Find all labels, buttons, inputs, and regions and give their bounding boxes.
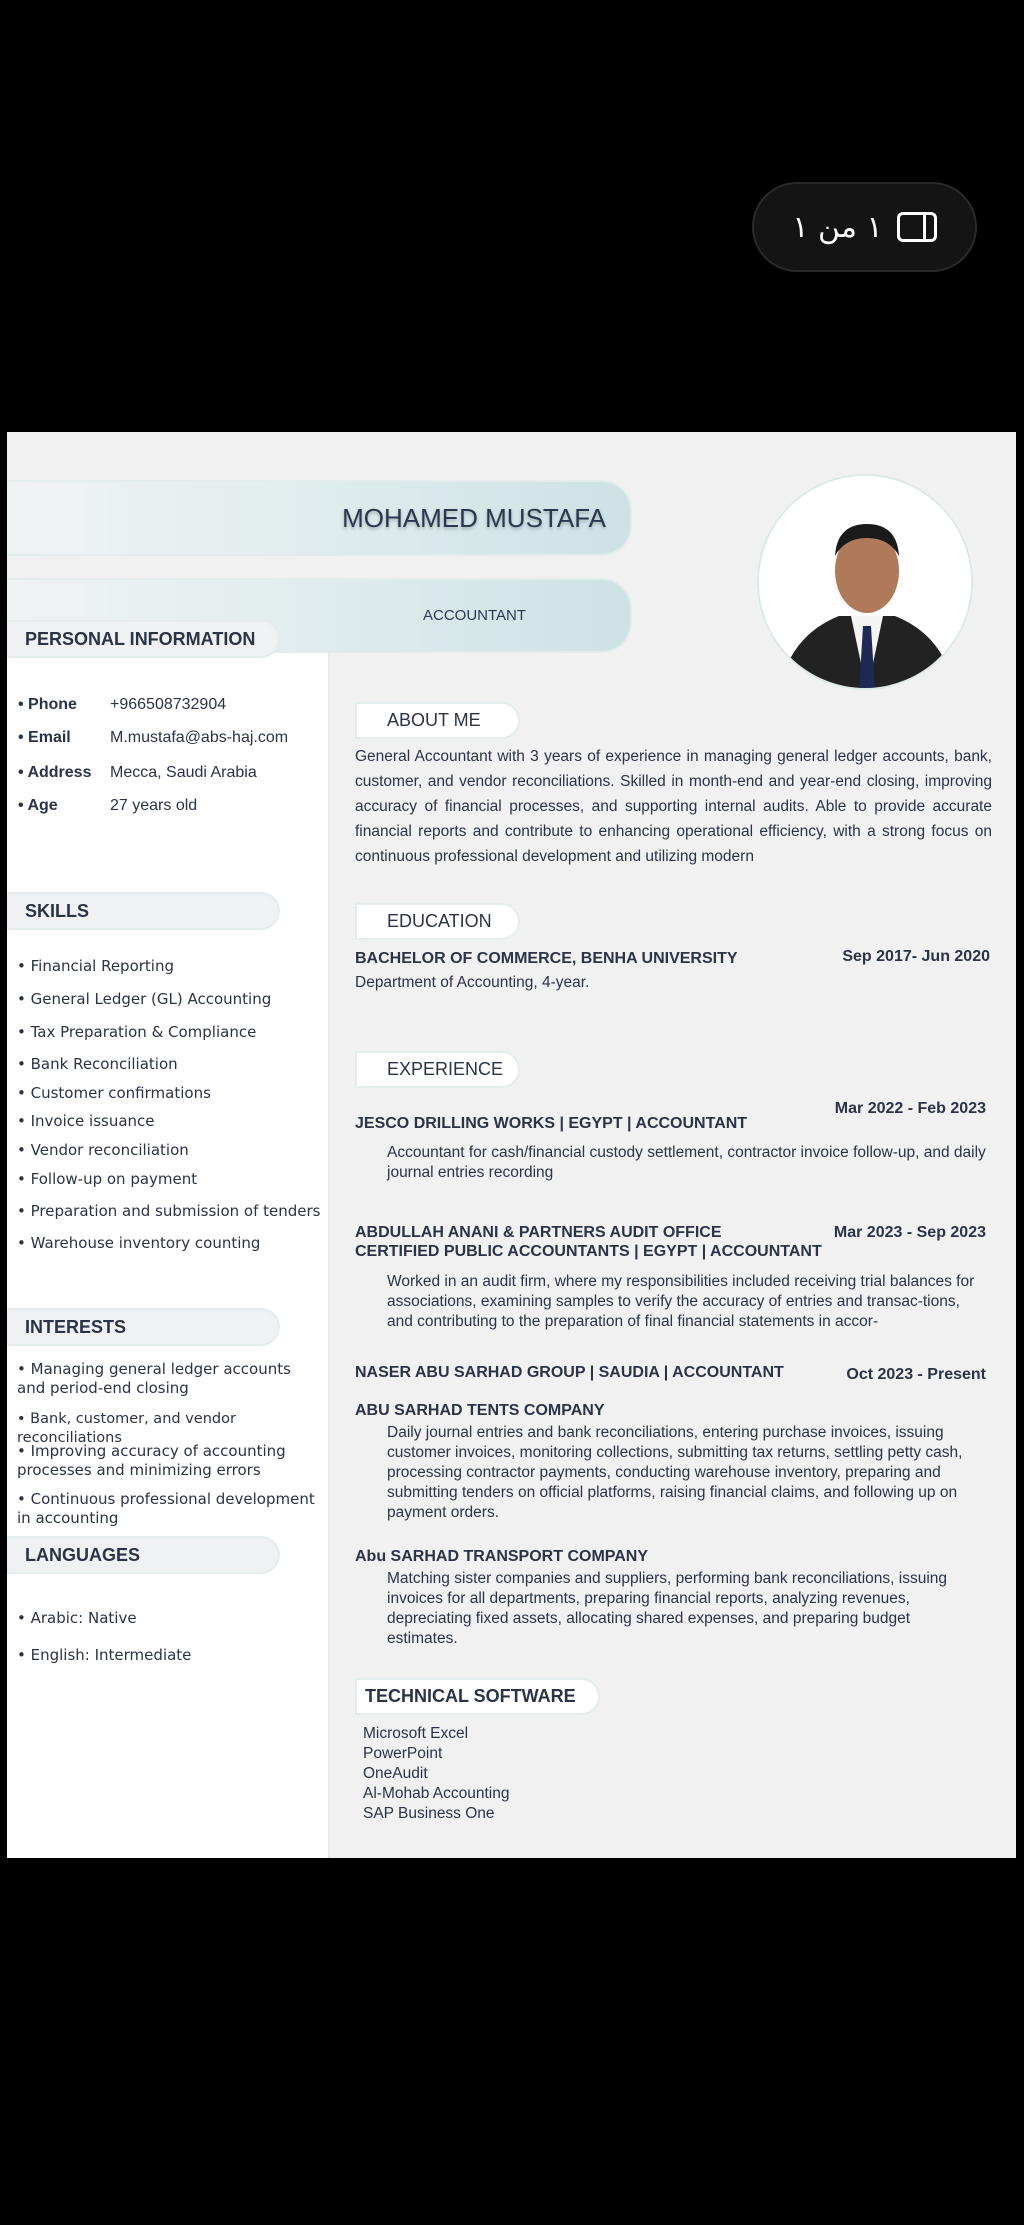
- software-item: OneAudit: [363, 1765, 428, 1782]
- skill-item: • Bank Reconciliation: [17, 1055, 337, 1074]
- job-description: Worked in an audit firm, where my responsibilities included receiving trial balances for associations, examining samples to verify the accuracy of entries and transac-tions, and contributing to the preparation of final financial statements in accor-: [387, 1273, 975, 1330]
- name-banner: [7, 480, 632, 556]
- language-item: • English: Intermediate: [17, 1646, 337, 1665]
- about-heading: ABOUT ME: [355, 702, 520, 739]
- language-item: • Arabic: Native: [17, 1609, 337, 1628]
- software-item: SAP Business One: [363, 1805, 495, 1822]
- software-item: Al-Mohab Accounting: [363, 1785, 510, 1802]
- skill-item: • Preparation and submission of tenders: [17, 1202, 337, 1221]
- software-item: Microsoft Excel: [363, 1725, 469, 1742]
- info-phone: • Phone +966508732904: [18, 696, 227, 713]
- name: MOHAMED MUSTAFA: [342, 502, 606, 533]
- sub-company-description: Matching sister companies and suppliers, performing bank reconciliations, issuing invoices for all departments, preparing financial reports, analyzing revenues, depreciating fixed assets, allocating shared expenses, and preparing budget estimates.: [387, 1570, 947, 1647]
- info-address: • Address Mecca, Saudi Arabia: [18, 764, 257, 781]
- personal-info-heading: PERSONAL INFORMATION: [7, 620, 280, 658]
- job-title: NASER ABU SARHAD GROUP | SAUDIA | ACCOUNTANT: [355, 1364, 784, 1381]
- skill-item: • Tax Preparation & Compliance: [17, 1023, 337, 1042]
- sub-company: Abu SARHAD TRANSPORT COMPANY: [355, 1548, 649, 1565]
- skills-heading: SKILLS: [7, 892, 280, 930]
- info-email: • Email M.mustafa@abs-haj.com: [18, 729, 289, 746]
- software-item: PowerPoint: [363, 1745, 443, 1762]
- info-age: • Age 27 years old: [18, 797, 198, 814]
- page-indicator[interactable]: [752, 182, 977, 272]
- interest-item: • Continuous professional development in accounting: [17, 1490, 317, 1528]
- job-title: ACCOUNTANT: [423, 607, 527, 624]
- software-heading: TECHNICAL SOFTWARE: [355, 1678, 600, 1715]
- job-description: Accountant for cash/financial custody settlement, contractor invoice follow-up, and daily journal entries recording: [387, 1144, 986, 1181]
- skill-item: • Follow-up on payment: [17, 1170, 337, 1189]
- interest-item: • Bank, customer, and vendor reconciliations: [17, 1410, 342, 1448]
- skill-item: • Warehouse inventory counting: [17, 1234, 337, 1253]
- degree-detail: Department of Accounting, 4-year.: [355, 974, 590, 991]
- job-dates: Mar 2023 - Sep 2023: [833, 1224, 986, 1241]
- job-title: ABDULLAH ANANI & PARTNERS AUDIT OFFICE: [355, 1224, 722, 1241]
- experience-heading: EXPERIENCE: [355, 1051, 520, 1088]
- job-dates: Oct 2023 - Present: [846, 1366, 986, 1383]
- page-count: ١ من ١: [792, 209, 883, 245]
- skill-item: • Customer confirmations: [17, 1084, 337, 1103]
- profile-photo: [757, 474, 973, 690]
- education-dates: Sep 2017- Jun 2020: [842, 948, 990, 965]
- degree: BACHELOR OF COMMERCE, BENHA UNIVERSITY: [355, 950, 738, 967]
- languages-heading: LANGUAGES: [7, 1536, 280, 1574]
- sub-company: ABU SARHAD TENTS COMPANY: [355, 1402, 605, 1419]
- interests-heading: INTERESTS: [7, 1308, 280, 1346]
- sub-company-description: Daily journal entries and bank reconciliations, entering purchase invoices, issuing customer invoices, monitoring collections, submitting tax returns, settling petty cash, processing contractor payments, conducting warehouse inventory, preparing and submitting tenders on official platforms, raising financial claims, and following up on payment orders.: [387, 1424, 963, 1521]
- skill-item: • Invoice issuance: [17, 1112, 337, 1131]
- skill-item: • Vendor reconciliation: [17, 1141, 337, 1160]
- page-sidebar-icon: [897, 212, 937, 242]
- about-text: General Accountant with 3 years of experience in managing general ledger accounts, bank, customer, and vendor reconciliations. Skilled in month-end and year-end closing, improving accuracy of financial processes, and supporting internal audits. Able to provide accurate financial reports and contribute to enhancing operational efficiency, with a strong focus on continuous professional development and utilizing modern: [355, 748, 992, 865]
- skill-item: • General Ledger (GL) Accounting: [17, 990, 337, 1009]
- interest-item: • Improving accuracy of accounting processes and minimizing errors: [17, 1442, 297, 1480]
- education-heading: EDUCATION: [355, 903, 520, 940]
- interest-item: • Managing general ledger accounts and period-end closing: [17, 1360, 317, 1398]
- job-dates: Mar 2022 - Feb 2023: [834, 1100, 986, 1117]
- resume-page: [7, 432, 1016, 1858]
- job-title-2: CERTIFIED PUBLIC ACCOUNTANTS | EGYPT | ACCOUNTANT: [355, 1243, 822, 1260]
- job-title: JESCO DRILLING WORKS | EGYPT | ACCOUNTANT: [355, 1115, 748, 1132]
- skill-item: • Financial Reporting: [17, 957, 337, 976]
